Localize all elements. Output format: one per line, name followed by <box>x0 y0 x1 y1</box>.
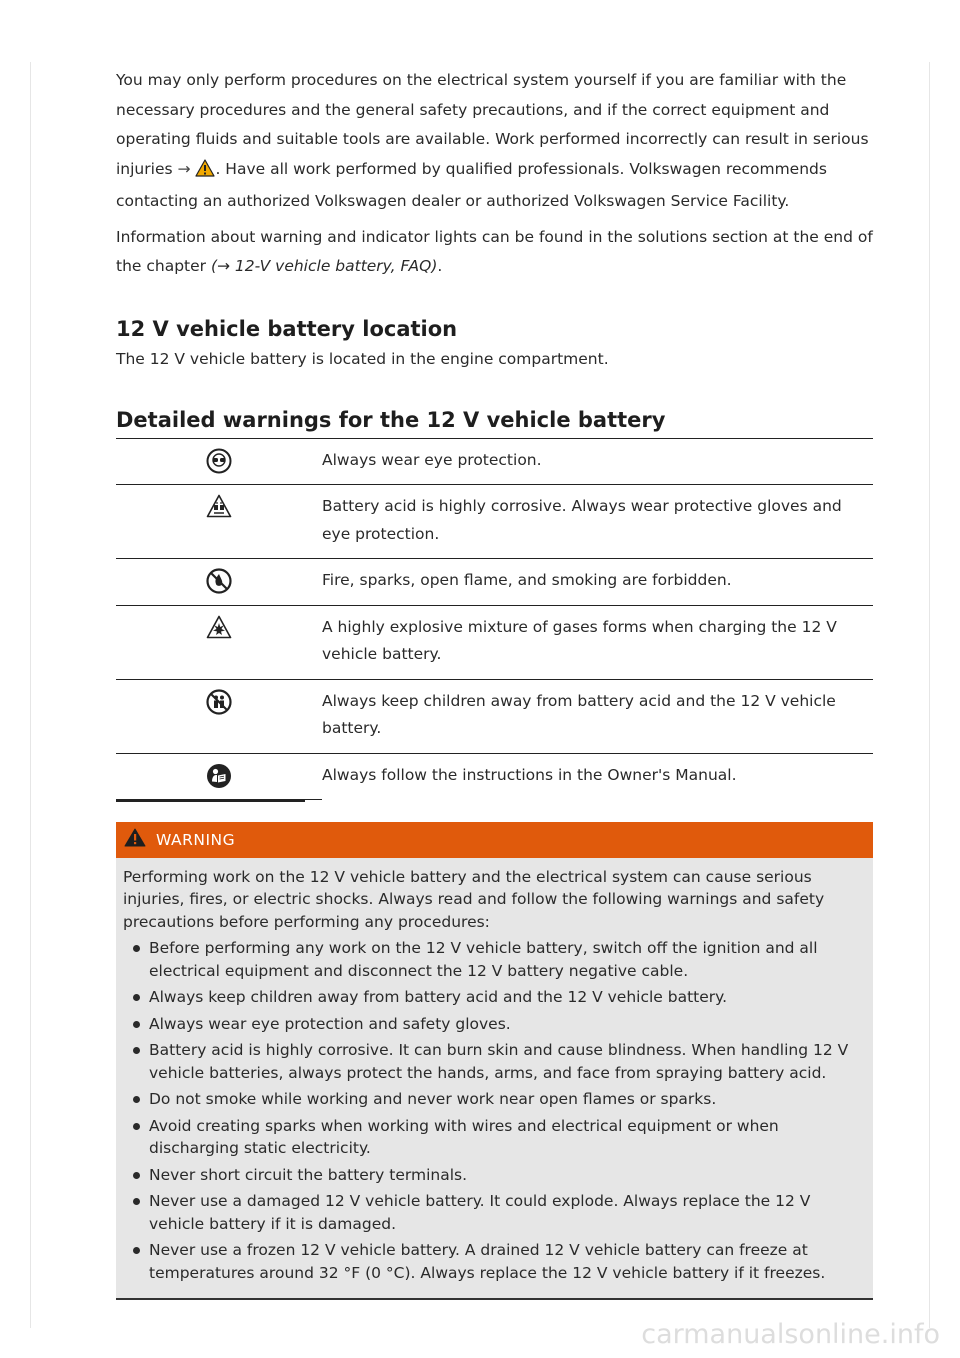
warning-text: A highly explosive mixture of gases forms when charging the 12 V vehicle battery. <box>322 605 873 679</box>
left-margin-rule <box>30 62 31 1328</box>
read-manual-icon <box>206 774 232 793</box>
eye-protection-icon <box>206 459 232 478</box>
explosive-gas-icon <box>206 624 232 643</box>
warning-text: Battery acid is highly corrosive. Always wear protective gloves and eye protection. <box>322 485 873 559</box>
faq-cross-reference[interactable]: (→ 12-V vehicle battery, FAQ) <box>210 257 438 275</box>
watermark: carmanualsonline.info <box>641 1319 940 1350</box>
detailed-warnings-heading: Detailed warnings for the 12 V vehicle battery <box>116 407 666 432</box>
warning-text: Always keep children away from battery acid and the 12 V vehicle battery. <box>322 679 873 753</box>
list-item: Battery acid is highly corrosive. It can burn skin and cause blindness. When handling 12 V vehicle batteries, always protect the hands, arms, and face from spraying battery acid. <box>123 1039 866 1084</box>
info-paragraph: Information about warning and indicator lights can be found in the solutions section at the end of the chapter (→ 12-V vehicle battery, FAQ). <box>116 227 873 275</box>
list-item: Never use a damaged 12 V vehicle battery. It could explode. Always replace the 12 V vehicle battery if it is damaged. <box>123 1190 866 1235</box>
table-row <box>116 753 873 799</box>
keep-children-away-icon <box>206 700 232 719</box>
table-end-rule <box>116 799 305 802</box>
warning-box-end-rule <box>116 1298 873 1300</box>
warning-box <box>116 822 873 1299</box>
warning-triangle-icon[interactable] <box>195 158 215 188</box>
list-item: Never use a frozen 12 V vehicle battery. A drained 12 V vehicle battery can freeze at temperatures around 32 °F (0 °C). Always replace the 12 V vehicle battery if it freezes. <box>123 1239 866 1284</box>
warnings-table <box>116 438 873 800</box>
corrosive-icon <box>206 503 232 522</box>
warning-triangle-icon <box>124 828 156 851</box>
warning-text: Always follow the instructions in the Owner's Manual. <box>322 765 737 784</box>
list-item: Do not smoke while working and never work near open flames or sparks. <box>123 1088 866 1111</box>
intro-paragraph: You may only perform procedures on the electrical system yourself if you are familiar with the necessary procedures and the general safety precautions, and if the correct equipment and operating fluids and suitable tools are available. Work performed incorrectly can result in serious injuries → . Have all work performed by qualified professionals. Volkswagen recommends contacting an authorized Volkswagen dealer or authorized Volkswagen Service Facility. <box>116 71 869 210</box>
table-row <box>116 559 873 606</box>
list-item: Never short circuit the battery terminals. <box>123 1164 866 1187</box>
table-row <box>116 485 873 559</box>
warning-intro: Performing work on the 12 V vehicle battery and the electrical system can cause serious injuries, fires, or electric shocks. Always read and follow the following warnings and safety precautions before performing any procedures: <box>123 867 825 931</box>
page-content <box>116 66 873 1300</box>
warning-list <box>123 937 866 1284</box>
arrow-icon: → <box>177 159 191 178</box>
table-row <box>116 605 873 679</box>
list-item: Always wear eye protection and safety gloves. <box>123 1013 866 1036</box>
warning-body <box>116 858 873 1299</box>
location-heading: 12 V vehicle battery location <box>116 316 458 341</box>
table-row <box>116 679 873 753</box>
location-text: The 12 V vehicle battery is located in the engine compartment. <box>116 349 609 368</box>
warning-text: Always wear eye protection. <box>322 438 873 485</box>
list-item: Always keep children away from battery acid and the 12 V vehicle battery. <box>123 986 866 1009</box>
warning-header <box>116 822 873 858</box>
no-fire-icon <box>206 579 232 598</box>
table-row <box>116 438 873 485</box>
list-item: Avoid creating sparks when working with wires and electrical equipment or when discharging static electricity. <box>123 1115 866 1160</box>
right-margin-rule <box>929 62 930 1328</box>
warning-title: WARNING <box>156 830 236 849</box>
warning-text: Fire, sparks, open flame, and smoking are forbidden. <box>322 559 873 606</box>
list-item: Before performing any work on the 12 V vehicle battery, switch off the ignition and all electrical equipment and disconnect the 12 V battery negative cable. <box>123 937 866 982</box>
